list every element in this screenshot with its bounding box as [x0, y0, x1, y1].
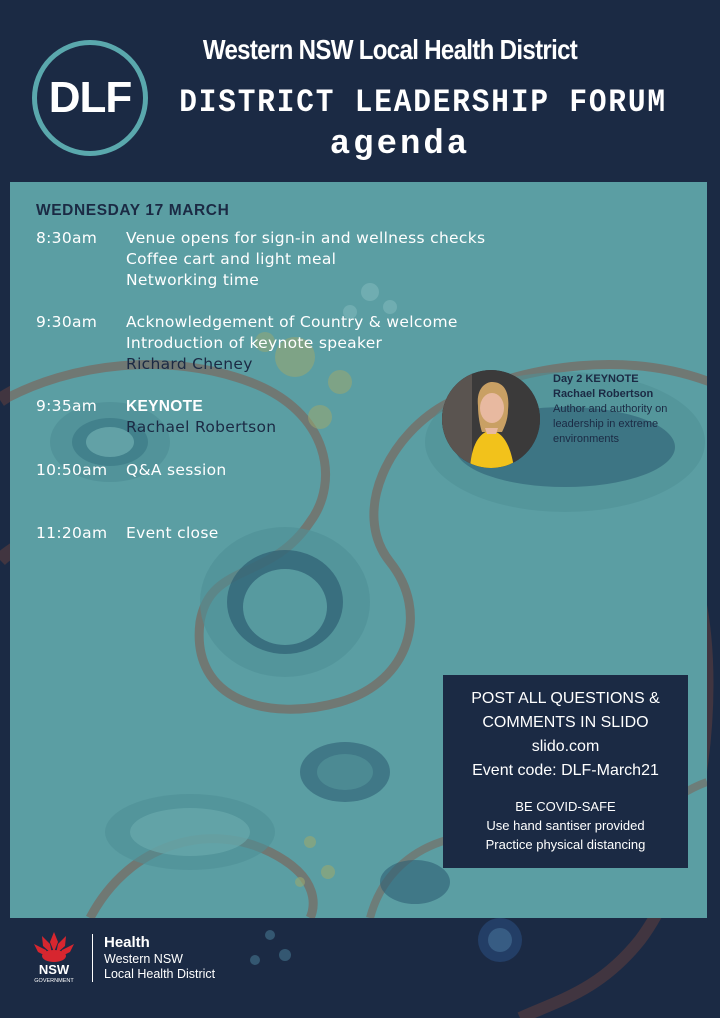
organisation-name: Western NSW Local Health District [202, 34, 578, 65]
agenda-item: Venue opens for sign-in and wellness checks [126, 229, 486, 247]
agenda-subtitle: agenda [329, 126, 471, 164]
keynote-caption-title: Day 2 KEYNOTE [553, 373, 639, 385]
covid-line: Practice physical distancing [485, 837, 646, 852]
slido-info-box [443, 675, 688, 868]
agenda-time: 10:50am [36, 461, 108, 479]
keynote-label: KEYNOTE [126, 398, 204, 415]
agenda-time: 8:30am [36, 229, 98, 247]
keynote-caption-desc: environments [553, 433, 620, 445]
nsw-logo-text: NSW [38, 962, 70, 977]
speaker-name: Richard Cheney [126, 355, 253, 373]
footer-health: Health [104, 934, 150, 951]
agenda-item: Networking time [126, 271, 260, 289]
footer-health-logo [104, 934, 215, 982]
covid-heading: BE COVID-SAFE [515, 799, 616, 814]
keynote-caption-name: Rachael Robertson [553, 388, 654, 400]
agenda-item: Acknowledgement of Country & welcome [126, 313, 458, 331]
agenda-panel [10, 182, 707, 918]
agenda-item: Coffee cart and light meal [126, 250, 337, 268]
keynote-caption [553, 372, 667, 447]
covid-line: Use hand santiser provided [486, 818, 645, 833]
slido-event-code: Event code: DLF-March21 [472, 762, 659, 779]
speaker-name: Rachael Robertson [126, 418, 277, 436]
agenda-time: 9:30am [36, 313, 98, 331]
agenda-item: Q&A session [126, 461, 227, 479]
nsw-waratah-logo [28, 930, 80, 984]
keynote-caption-desc: leadership in extreme [553, 418, 659, 430]
agenda-item: Introduction of keynote speaker [126, 334, 383, 352]
dlf-logo-text: DLF [48, 73, 132, 122]
keynote-caption-desc: Author and authority on [553, 403, 668, 415]
slido-line: POST ALL QUESTIONS & [471, 690, 660, 707]
dlf-logo [32, 40, 148, 156]
agenda-time: 11:20am [36, 524, 108, 542]
slido-line: COMMENTS IN SLIDO [482, 714, 649, 731]
footer-district-line: Western NSW [104, 952, 183, 966]
footer-divider [92, 934, 93, 982]
date-heading: WEDNESDAY 17 MARCH [36, 202, 230, 219]
forum-title: DISTRICT LEADERSHIP FORUM [179, 84, 667, 121]
slido-url: slido.com [531, 738, 600, 755]
government-logo-text: GOVERNMENT [34, 978, 74, 984]
footer-district-line: Local Health District [104, 967, 216, 981]
agenda-time: 9:35am [36, 397, 98, 415]
keynote-speaker-photo [442, 370, 540, 468]
agenda-item: Event close [126, 524, 219, 542]
